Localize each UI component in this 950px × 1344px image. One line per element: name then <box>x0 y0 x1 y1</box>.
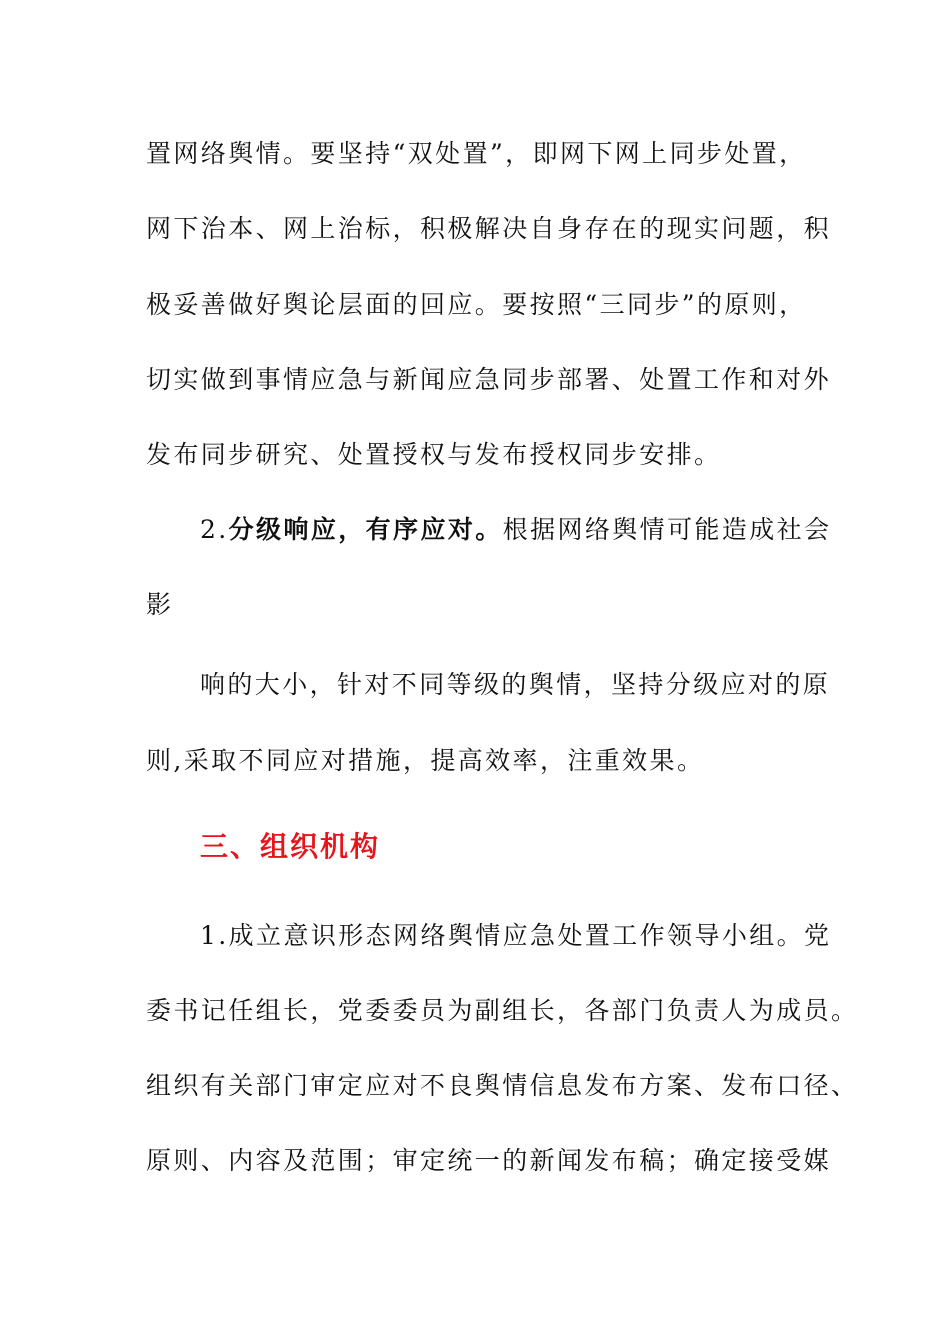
paragraph-3-line-2: 则,采取不同应对措施，提高效率，注重效果。 <box>146 746 705 775</box>
text-line-4: 切实做到事情应急与新闻应急同步部署、处置工作和对外 <box>146 365 832 394</box>
item-2-line <box>200 512 831 548</box>
paragraph-4-line-3: 组织有关部门审定应对不良舆情信息发布方案、发布口径、 <box>146 1071 859 1100</box>
text-line-5: 发布同步研究、处置授权与发布授权同步安排。 <box>146 440 722 469</box>
text-line-3: 极妥善做好舆论层面的回应。要按照“三同步”的原则， <box>146 290 807 319</box>
text-line-1: 置网络舆情。要坚持“双处置”，即网下网上同步处置， <box>146 139 807 168</box>
paragraph-4-line-2: 委书记任组长，党委委员为副组长，各部门负责人为成员。 <box>146 996 859 1025</box>
item-2-wrap: 影 <box>146 590 174 619</box>
paragraph-4-line-4: 原则、内容及范围；审定统一的新闻发布稿；确定接受媒 <box>146 1146 832 1175</box>
item-2-title: 分级响应，有序应对。 <box>228 515 503 544</box>
text-line-2: 网下治本、网上治标，积极解决自身存在的现实问题，积 <box>146 214 832 243</box>
item-2-text: 根据网络舆情可能造成社会 <box>502 515 832 544</box>
item-2-number: 2. <box>200 515 229 544</box>
paragraph-3-line-1: 响的大小，针对不同等级的舆情，坚持分级应对的原 <box>200 670 831 699</box>
section-3-heading: 三、组织机构 <box>200 830 381 863</box>
paragraph-4-line-1: 1.成立意识形态网络舆情应急处置工作领导小组。党 <box>200 921 832 950</box>
